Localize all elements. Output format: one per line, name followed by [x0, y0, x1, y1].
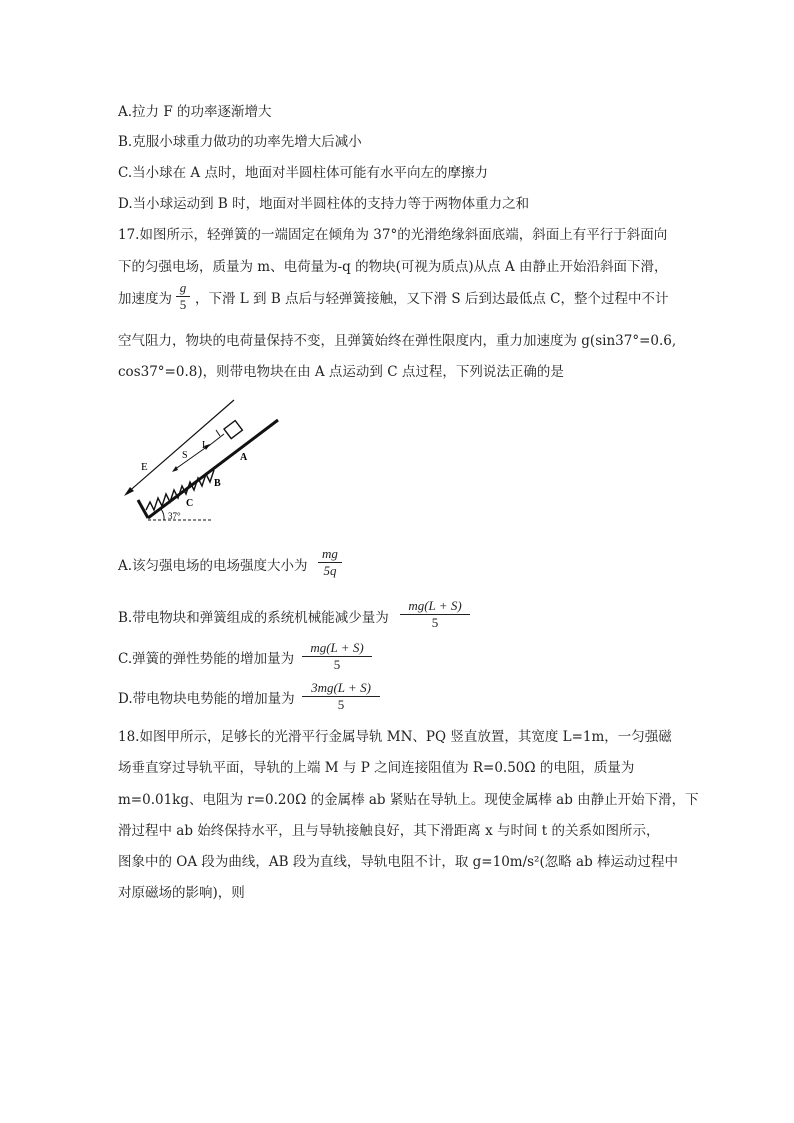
fraction-denominator: 5: [431, 615, 439, 630]
q16-option-b: B.克服小球重力做功的功率先增大后减小: [118, 134, 362, 150]
label-S: S: [182, 450, 188, 461]
angle-arc: [161, 509, 164, 520]
block-a: [224, 421, 242, 439]
fraction-denominator: 5: [333, 657, 341, 672]
q17-stem-line4: 空气阻力，物块的电荷量保持不变，且弹簧始终在弹性限度内，重力加速度为 g(sin37°=0.6,: [118, 333, 677, 349]
fraction-numerator: mg: [318, 546, 342, 563]
angle-label: 37°: [168, 511, 181, 521]
label-A: A: [240, 452, 248, 463]
incline-figure: [116, 392, 316, 530]
q17-option-b-text: B.带电物块和弹簧组成的系统机械能减少量为: [118, 610, 389, 626]
q18-stem-line4: 滑过程中 ab 始终保持水平，且与导轨接触良好，其下滑距离 x 与时间 t 的关系如图所示，: [118, 823, 660, 839]
fraction-denominator: 5: [179, 297, 187, 312]
fraction-denominator: 5q: [323, 563, 337, 578]
q18-stem-line1: 18.如图甲所示，足够长的光滑平行金属导轨 MN、PQ 竖直放置，其宽度 L=1m，一匀强磁: [118, 729, 672, 745]
q16-option-d: D.当小球运动到 B 时，地面对半圆柱体的支持力等于两物体重力之和: [118, 196, 530, 212]
q18-stem-line2: 场垂直穿过导轨平面，导轨的上端 M 与 P 之间连接阻值为 R=0.50Ω 的电阻，质量为: [118, 760, 635, 776]
fraction-numerator: 3mg(L + S): [302, 680, 380, 697]
q17-stem-line1: 17.如图所示，轻弹簧的一端固定在倾角为 37°的光滑绝缘斜面底端，斜面上有平行于斜面向: [118, 227, 668, 243]
q17-option-c-text: C.弹簧的弹性势能的增加量为: [118, 651, 295, 667]
q17-option-c-fraction: [302, 640, 372, 673]
label-L: L: [202, 440, 209, 451]
q18-stem-line3: m=0.01kg、电阻为 r=0.20Ω 的金属棒 ab 紧贴在导轨上。现使金属棒 ab 由静止开始下滑，下: [118, 792, 699, 808]
fraction-denominator: 5: [337, 697, 345, 712]
q17-accel-fraction: [176, 280, 190, 313]
q17-stem-line5: cos37°=0.8)，则带电物块在由 A 点运动到 C 点过程，下列说法正确的是: [118, 364, 564, 380]
fraction-numerator: mg(L + S): [302, 640, 372, 657]
q17-option-d-fraction: [302, 680, 380, 713]
q17-stem-line3-prefix: 加速度为: [118, 291, 172, 307]
q18-stem-line6: 对原磁场的影响)，则: [118, 885, 245, 901]
q17-option-b-fraction: [400, 598, 470, 631]
q17-option-d-text: D.带电物块电势能的增加量为: [118, 691, 295, 707]
q16-option-c: C.当小球在 A 点时，地面对半圆柱体可能有水平向左的摩擦力: [118, 165, 488, 181]
label-E: E: [141, 461, 148, 473]
l-arrow: [206, 434, 224, 448]
label-B: B: [214, 478, 221, 489]
fraction-numerator: g: [176, 280, 190, 297]
q17-option-a-fraction: [318, 546, 342, 579]
label-C: C: [186, 498, 194, 509]
q17-option-a-text: A.该匀强电场的电场强度大小为: [118, 558, 308, 574]
q17-stem-line2: 下的匀强电场，质量为 m、电荷量为-q 的物块(可视为质点)从点 A 由静止开始沿斜面下滑，: [118, 259, 668, 275]
fraction-numerator: mg(L + S): [400, 598, 470, 615]
incline-surface: [148, 420, 278, 518]
q16-option-a: A.拉力 F 的功率逐渐增大: [118, 104, 272, 120]
q18-stem-line5: 图象中的 OA 段为曲线，AB 段为直线，导轨电阻不计，取 g=10m/s²(忽略 ab 棒运动过程中: [118, 854, 679, 870]
q17-stem-line3-suffix: ，下滑 L 到 B 点后与轻弹簧接触，又下滑 S 后到达最低点 C，整个过程中不计: [195, 291, 669, 307]
